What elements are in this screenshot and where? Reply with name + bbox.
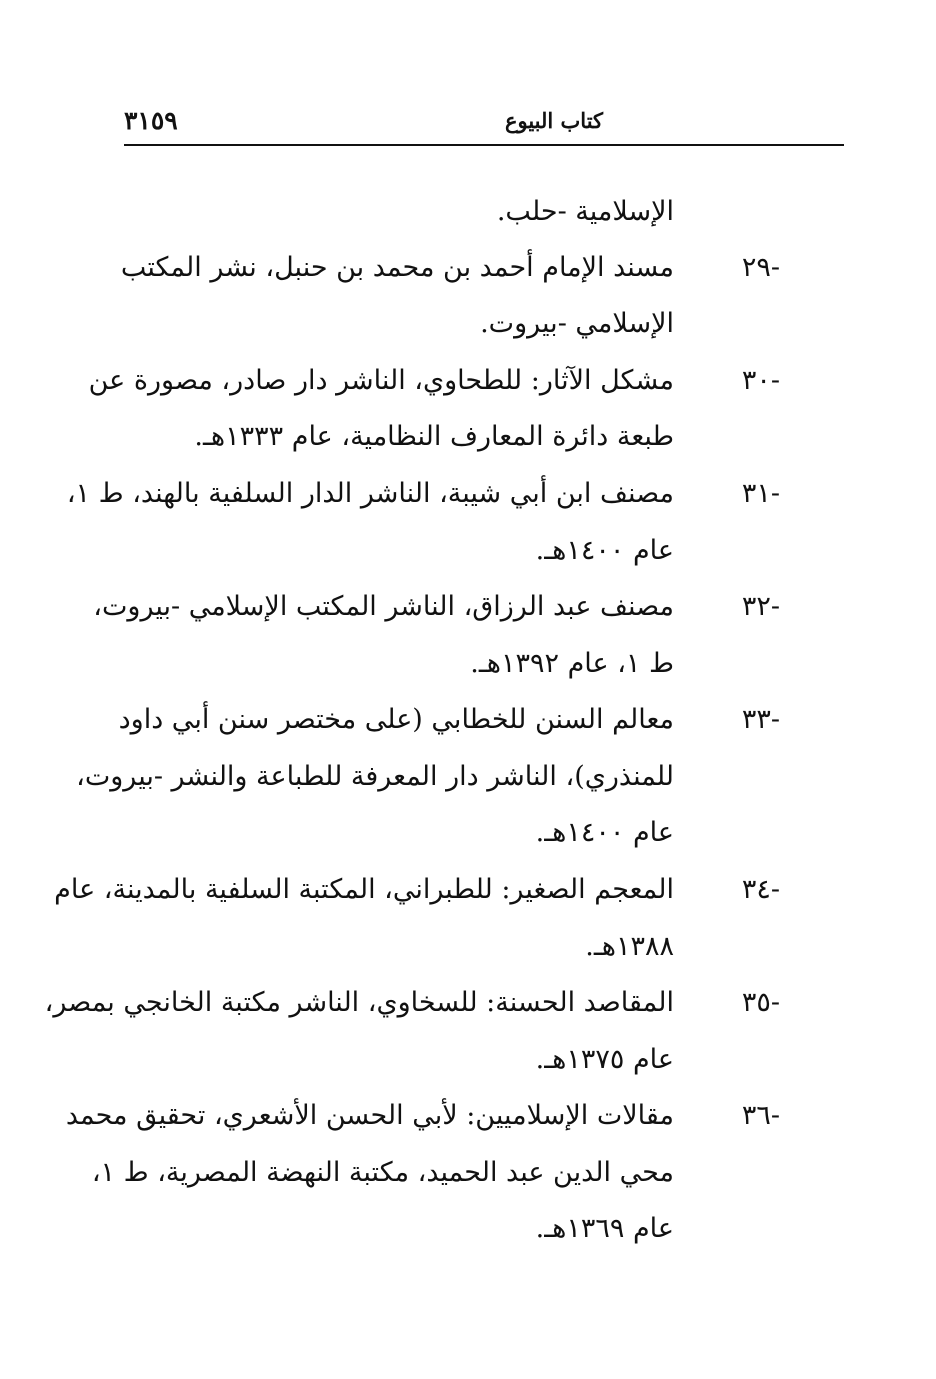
entry-line: عام ١٣٦٩هـ. <box>535 1213 674 1244</box>
entry-line: محي الدين عبد الحميد، مكتبة النهضة المصرية، ط ١، <box>91 1157 674 1188</box>
entry-line: المعجم الصغير: للطبراني، المكتبة السلفية بالمدينة، عام <box>54 874 674 905</box>
entry-line: معالم السنن للخطابي (على مختصر سنن أبي داود <box>118 704 674 735</box>
entry-line: مصنف عبد الرزاق، الناشر المكتب الإسلامي -بيروت، <box>93 591 674 622</box>
page-number: ٣١٥٩ <box>124 106 178 135</box>
running-title: كتاب البيوع <box>504 108 604 133</box>
entry-line: للمنذري)، الناشر دار المعرفة للطباعة والنشر -بيروت، <box>76 761 674 792</box>
entry-line: ط ١، عام ١٣٩٢هـ. <box>470 648 674 679</box>
entry-line: مصنف ابن أبي شيبة، الناشر الدار السلفية بالهند، ط ١، <box>66 478 674 509</box>
entry-number: -٣٣ <box>741 704 780 735</box>
entry-number: -٣٠ <box>741 365 780 396</box>
continuation-line: الإسلامية -حلب. <box>496 196 674 227</box>
entry-line: مشكل الآثار: للطحاوي، الناشر دار صادر، مصورة عن <box>88 365 674 396</box>
entry-line: عام ١٤٠٠هـ. <box>535 817 674 848</box>
entry-line: مسند الإمام أحمد بن محمد بن حنبل، نشر المكتب <box>120 252 674 283</box>
entry-number: -٢٩ <box>741 252 780 283</box>
entry-line: طبعة دائرة المعارف النظامية، عام ١٣٣٣هـ. <box>194 421 674 452</box>
entry-line: عام ١٤٠٠هـ. <box>535 535 674 566</box>
entry-line: الإسلامي -بيروت. <box>480 308 674 339</box>
entry-line: المقاصد الحسنة: للسخاوي، الناشر مكتبة الخانجي بمصر، <box>44 987 674 1018</box>
entry-number: -٣٥ <box>741 987 780 1018</box>
entry-line: ١٣٨٨هـ. <box>585 931 674 962</box>
entry-number: -٣٦ <box>741 1100 780 1131</box>
entry-line: مقالات الإسلاميين: لأبي الحسن الأشعري، تحقيق محمد <box>65 1100 674 1131</box>
entry-number: -٣١ <box>741 478 780 509</box>
entry-number: -٣٢ <box>741 591 780 622</box>
entry-number: -٣٤ <box>741 874 780 905</box>
page-header <box>124 100 844 146</box>
entry-line: عام ١٣٧٥هـ. <box>535 1044 674 1075</box>
